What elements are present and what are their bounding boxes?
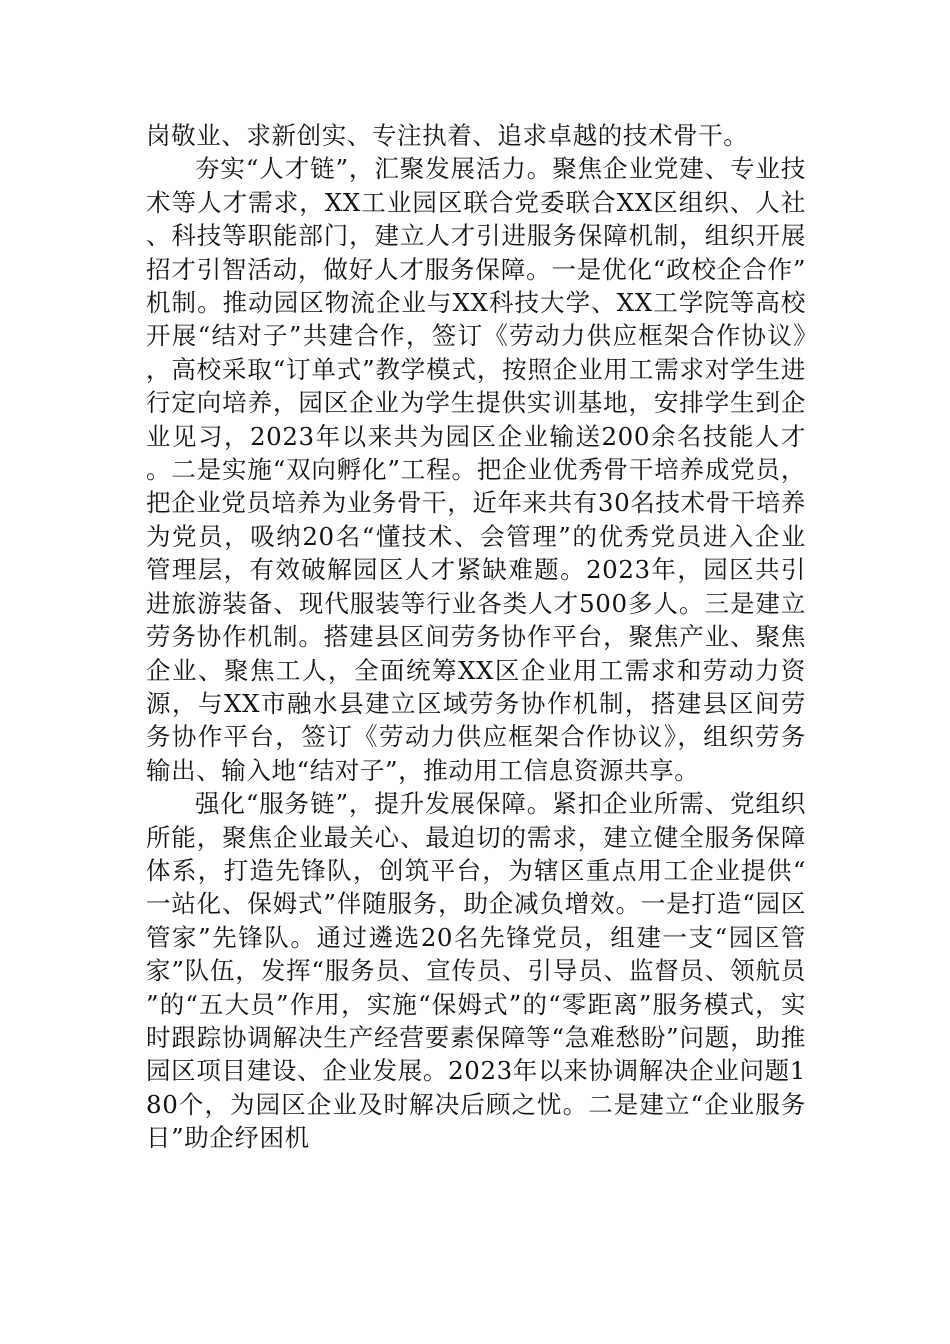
paragraph-3: 强化“服务链”，提升发展保障。紧扣企业所需、党组织所能，聚焦企业最关心、最迫切的需求，建立健全服务保障体系，打造先锋队，创筑平台，为辖区重点用工企业提供“一站化、保姆式”伴随服务，助企减负增效。一是打造“园区管家”先锋队。通过遴选20名先锋党员，组建一支“园区管家”队伍，发挥“服务员、宣传员、引导员、监督员、领航员”的“五大员”作用，实施“保姆式”的“零距离”服务模式，实时跟踪协调解决生产经营要素保障等“急难愁盼”问题，助推园区项目建设、企业发展。2023年以来协调解决企业问题180个，为园区企业及时解决后顾之忧。二是建立“企业服务日”助企纾困机: [146, 789, 806, 1153]
paragraph-2: 夯实“人才链”，汇聚发展活力。聚焦企业党建、专业技术等人才需求，XX工业园区联合党委联合XX区组织、人社、科技等职能部门，建立人才引进服务保障机制，组织开展招才引智活动，做好人才服务保障。一是优化“政校企合作”机制。推动园区物流企业与XX科技大学、XX工学院等高校开展“结对子”共建合作，签订《劳动力供应框架合作协议》，高校采取“订单式”教学模式，按照企业用工需求对学生进行定向培养，园区企业为学生提供实训基地，安排学生到企业见习，2023年以来共为园区企业输送200余名技能人才。二是实施“双向孵化”工程。把企业优秀骨干培养成党员，把企业党员培养为业务骨干，近年来共有30名技术骨干培养为党员，吸纳20名“懂技术、会管理”的优秀党员进入企业管理层，有效破解园区人才紧缺难题。2023年，园区共引进旅游装备、现代服装等行业各类人才500多人。三是建立劳务协作机制。搭建县区间劳务协作平台，聚焦产业、聚焦企业、聚焦工人，全面统筹XX区企业用工需求和劳动力资源，与XX市融水县建立区域劳务协作机制，搭建县区间劳务协作平台，签订《劳动力供应框架合作协议》，组织劳务输出、输入地“结对子”，推动用工信息资源共享。: [146, 154, 806, 785]
document-page: [146, 119, 806, 1155]
paragraph-1: 岗敬业、求新创实、专注执着、追求卓越的技术骨干。: [146, 121, 749, 150]
